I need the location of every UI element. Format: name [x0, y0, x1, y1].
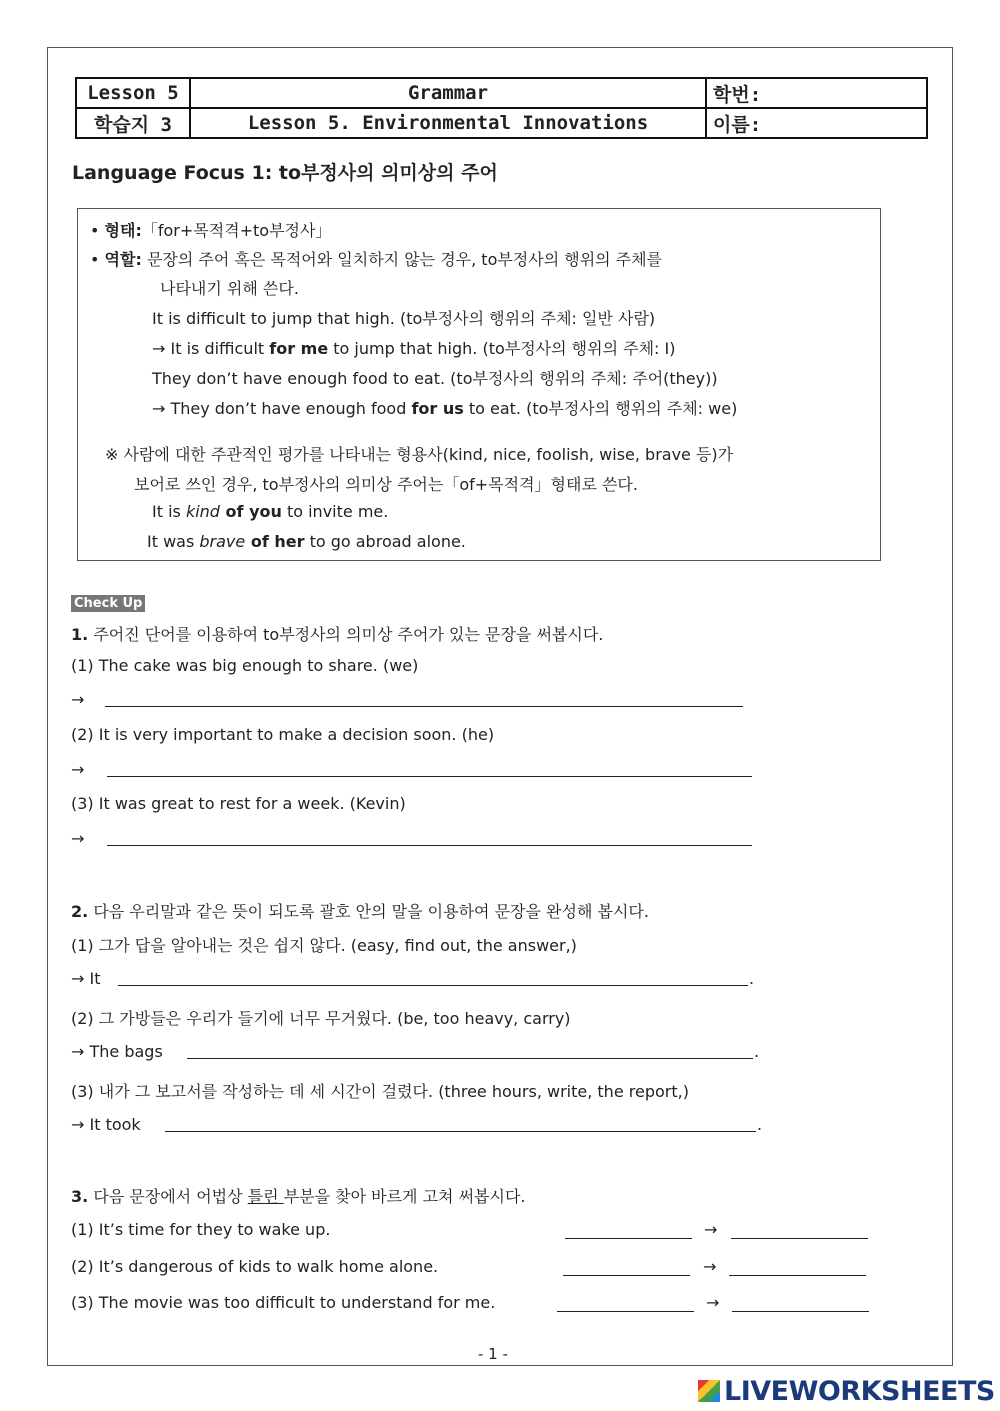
check-up-badge: Check Up	[71, 595, 145, 612]
q3-item-3-arrow: →	[706, 1293, 720, 1312]
example-3: They don’t have enough food to eat. (to부정사의 행위의 주체: 주어(they))	[152, 369, 718, 388]
q2-answer-3-blank[interactable]	[165, 1117, 756, 1132]
q1-item-1: (1) The cake was big enough to share. (we)	[71, 656, 419, 675]
role-label: 역할:	[104, 250, 142, 269]
q2-answer-1: → It	[71, 969, 101, 988]
q3-item-2-correct-blank[interactable]	[729, 1261, 866, 1276]
q2-answer-2-blank[interactable]	[187, 1044, 753, 1059]
q2-answer-3-end: .	[757, 1115, 763, 1134]
q2-item-1: (1) 그가 답을 알아내는 것은 쉽지 않다. (easy, find out, the answer,)	[71, 936, 577, 955]
focus-title: Language Focus 1: to부정사의 의미상의 주어	[72, 162, 498, 184]
role-text-2: 나타내기 위해 쓴다.	[160, 279, 299, 298]
subject-cell: Grammar	[190, 78, 706, 108]
example-5: It is kind of you to invite me.	[152, 502, 389, 521]
logo-icon	[698, 1380, 720, 1402]
q3-instruction: 3. 다음 문장에서 어법상 틀린 부분을 찾아 바르게 고쳐 써봅시다.	[71, 1187, 526, 1206]
q2-item-2: (2) 그 가방들은 우리가 들기에 너무 무거웠다. (be, too heavy, carry)	[71, 1009, 571, 1028]
student-no-label: 학번:	[706, 78, 927, 108]
q2-instruction: 2. 다음 우리말과 같은 뜻이 되도록 괄호 안의 말을 이용하여 문장을 완성해 봅시다.	[71, 902, 649, 921]
q2-answer-3: → It took	[71, 1115, 141, 1134]
q1-answer-1-blank[interactable]	[105, 692, 743, 707]
q3-item-1: (1) It’s time for they to wake up.	[71, 1220, 331, 1239]
note-line-2: 보어로 쓰인 경우, to부정사의 의미상 주어는「of+목적격」형태로 쓴다.	[134, 475, 638, 494]
q1-item-3: (3) It was great to rest for a week. (Kevin)	[71, 794, 406, 813]
page-number: - 1 -	[478, 1345, 508, 1363]
q1-answer-1: →	[71, 690, 85, 709]
q1-answer-3: →	[71, 829, 85, 848]
q3-item-2-arrow: →	[703, 1257, 717, 1276]
name-label: 이름:	[706, 108, 927, 138]
q3-item-3-correct-blank[interactable]	[732, 1297, 869, 1312]
q3-item-2: (2) It’s dangerous of kids to walk home alone.	[71, 1257, 439, 1276]
role-line: • 역할: 문장의 주어 혹은 목적어와 일치하지 않는 경우, to부정사의 행위의 주체를	[90, 250, 663, 269]
example-6: It was brave of her to go abroad alone.	[147, 532, 466, 551]
example-1: It is difficult to jump that high. (to부정사의 행위의 주체: 일반 사람)	[152, 309, 656, 328]
q3-item-1-arrow: →	[704, 1220, 718, 1239]
role-text-1: 문장의 주어 혹은 목적어와 일치하지 않는 경우, to부정사의 행위의 주체를	[146, 250, 663, 269]
lesson-cell: Lesson 5	[76, 78, 190, 108]
q3-item-3: (3) The movie was too difficult to understand for me.	[71, 1293, 496, 1312]
header-table	[75, 77, 928, 139]
q3-item-1-wrong-blank[interactable]	[565, 1224, 692, 1239]
q2-answer-1-blank[interactable]	[118, 971, 748, 986]
q1-answer-2: →	[71, 760, 85, 779]
q2-answer-2-end: .	[754, 1042, 760, 1061]
sheet-cell: 학습지 3	[76, 108, 190, 138]
q1-instruction: 1. 주어진 단어를 이용하여 to부정사의 의미상 주어가 있는 문장을 써봅시다.	[71, 625, 604, 644]
q2-answer-1-end: .	[749, 969, 755, 988]
form-line: • 형태:「for+목적격+to부정사」	[90, 221, 332, 240]
q3-item-3-wrong-blank[interactable]	[557, 1297, 694, 1312]
q1-item-2: (2) It is very important to make a decision soon. (he)	[71, 725, 495, 744]
liveworksheets-logo: LIVEWORKSHEETS	[698, 1376, 995, 1407]
q2-item-3: (3) 내가 그 보고서를 작성하는 데 세 시간이 걸렸다. (three hours, write, the report,)	[71, 1082, 689, 1101]
form-text: 「for+목적격+to부정사」	[141, 221, 332, 240]
q1-answer-2-blank[interactable]	[107, 762, 752, 777]
form-label: 형태:	[104, 221, 142, 240]
example-2: → It is difficult for me to jump that high. (to부정사의 행위의 주체: I)	[152, 339, 676, 358]
lesson-title-cell: Lesson 5. Environmental Innovations	[190, 108, 706, 138]
note-line-1: ※ 사람에 대한 주관적인 평가를 나타내는 형용사(kind, nice, foolish, wise, brave 등)가	[105, 445, 734, 464]
q2-answer-2: → The bags	[71, 1042, 163, 1061]
q3-item-2-wrong-blank[interactable]	[563, 1261, 690, 1276]
q3-item-1-correct-blank[interactable]	[731, 1224, 868, 1239]
q1-answer-3-blank[interactable]	[107, 831, 752, 846]
example-4: → They don’t have enough food for us to eat. (to부정사의 행위의 주체: we)	[152, 399, 738, 418]
